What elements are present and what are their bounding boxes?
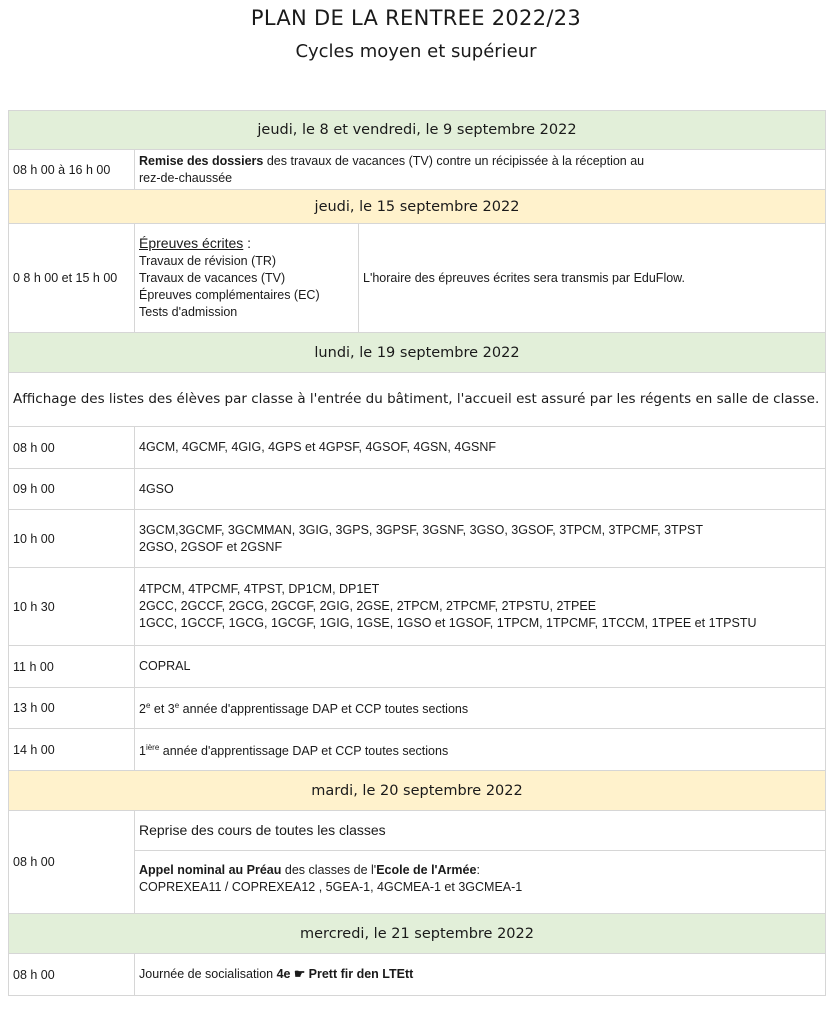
list-item: Épreuves complémentaires (EC) xyxy=(139,288,320,302)
time-cell: 10 h 30 xyxy=(9,568,135,646)
time-cell: 09 h 00 xyxy=(9,469,135,510)
time-cell: 08 h 00 xyxy=(9,954,135,996)
text: des classes de l' xyxy=(281,863,377,877)
schedule-table xyxy=(8,110,826,996)
text: 3GCM,3GCMF, 3GCMMAN, 3GIG, 3GPS, 3GPSF, 3GSNF, 3GSO, 3GSOF, 3TPCM, 3TPCMF, 3TPST xyxy=(139,522,704,537)
roll-call-block xyxy=(135,851,825,913)
time-cell: 0 8 h 00 et 15 h 00 xyxy=(9,224,135,333)
notice-text: Affichage des listes des élèves par classe à l'entrée du bâtiment, l'accueil est assuré par les régents en salle de classe. xyxy=(9,373,826,427)
table-row xyxy=(9,427,826,469)
table-row xyxy=(9,224,826,333)
list-item: Tests d'admission xyxy=(139,305,238,319)
section-header-row xyxy=(9,771,826,811)
section-header-row xyxy=(9,190,826,224)
table-row xyxy=(9,954,826,996)
list-item: Travaux de vacances (TV) xyxy=(139,271,286,285)
classes-cell: 4GCM, 4GCMF, 4GIG, 4GPS et 4GPSF, 4GSOF, 4GSN, 4GSNF xyxy=(135,427,826,469)
classes-cell: 4GSO xyxy=(135,469,826,510)
notice-row xyxy=(9,373,826,427)
exam-heading: Épreuves écrites xyxy=(139,235,244,251)
superscript: e xyxy=(174,701,180,711)
time-cell: 08 h 00 à 16 h 00 xyxy=(9,150,135,190)
text: 2 xyxy=(139,702,146,717)
section-header: mercredi, le 21 septembre 2022 xyxy=(9,914,826,954)
superscript: ière xyxy=(145,742,160,752)
text: 1 xyxy=(139,744,146,759)
classes-cell xyxy=(135,568,826,646)
bold-text: Appel nominal au Préau xyxy=(139,863,282,877)
description-cell xyxy=(135,811,826,914)
text: 2GSO, 2GSOF et 2GSNF xyxy=(139,539,283,554)
text: année d'apprentissage DAP et CCP toutes sections xyxy=(159,744,449,759)
section-header: jeudi, le 15 septembre 2022 xyxy=(9,190,826,224)
table-row xyxy=(9,150,826,190)
resume-line: Reprise des cours de toutes les classes xyxy=(135,811,825,851)
classes-cell: COPRAL xyxy=(135,646,826,688)
table-row xyxy=(9,568,826,646)
page-title: PLAN DE LA RENTREE 2022/23 xyxy=(250,6,582,30)
table-row xyxy=(9,510,826,568)
exam-list-cell xyxy=(135,224,359,333)
text: 1GCC, 1GCCF, 1GCG, 1GCGF, 1GIG, 1GSE, 1GSO et 1GSOF, 1TPCM, 1TPCMF, 1TCCM, 1TPEE et 1TPSTU xyxy=(139,616,757,630)
text: et 3 xyxy=(150,702,175,717)
time-cell: 13 h 00 xyxy=(9,688,135,729)
section-header: jeudi, le 8 et vendredi, le 9 septembre 2022 xyxy=(9,111,826,150)
table-row xyxy=(9,811,826,914)
section-header-row xyxy=(9,111,826,150)
time-cell: 08 h 00 xyxy=(9,427,135,469)
table-row xyxy=(9,646,826,688)
text: 4TPCM, 4TPCMF, 4TPST, DP1CM, DP1ET xyxy=(139,582,380,596)
description-cell xyxy=(135,150,826,190)
note-cell: L'horaire des épreuves écrites sera transmis par EduFlow. xyxy=(359,224,826,333)
table-row xyxy=(9,688,826,729)
section-header: lundi, le 19 septembre 2022 xyxy=(9,333,826,373)
text: : xyxy=(243,235,252,251)
text: Journée de socialisation xyxy=(139,967,277,981)
classes-cell xyxy=(135,510,826,568)
table-row xyxy=(9,469,826,510)
section-header-row xyxy=(9,914,826,954)
time-cell: 08 h 00 xyxy=(9,811,135,914)
table-row xyxy=(9,729,826,771)
text: année d'apprentissage DAP et CCP toutes sections xyxy=(179,702,469,717)
text: : xyxy=(476,863,480,877)
superscript: e xyxy=(145,701,151,711)
section-header: mardi, le 20 septembre 2022 xyxy=(9,771,826,811)
bold-text: Remise des dossiers xyxy=(139,153,264,168)
text: des travaux de vacances (TV) contre un récipissée à la réception au xyxy=(263,153,645,168)
time-cell: 14 h 00 xyxy=(9,729,135,771)
bold-text: 4e ☛ Prett fir den LTEtt xyxy=(276,967,414,981)
text: COPREXEA11 / COPREXEA12 , 5GEA-1, 4GCMEA-1 et 3GCMEA-1 xyxy=(139,880,523,894)
time-cell: 11 h 00 xyxy=(9,646,135,688)
page-subtitle: Cycles moyen et supérieur xyxy=(295,41,537,62)
description-cell xyxy=(135,954,826,996)
text: rez-de-chaussée xyxy=(139,170,233,185)
classes-cell xyxy=(135,688,826,729)
list-item: Travaux de révision (TR) xyxy=(139,254,277,268)
text: 2GCC, 2GCCF, 2GCG, 2GCGF, 2GIG, 2GSE, 2TPCM, 2TPCMF, 2TPSTU, 2TPEE xyxy=(139,599,597,613)
time-cell: 10 h 00 xyxy=(9,510,135,568)
classes-cell xyxy=(135,729,826,771)
bold-text: Ecole de l'Armée xyxy=(376,863,477,877)
section-header-row xyxy=(9,333,826,373)
